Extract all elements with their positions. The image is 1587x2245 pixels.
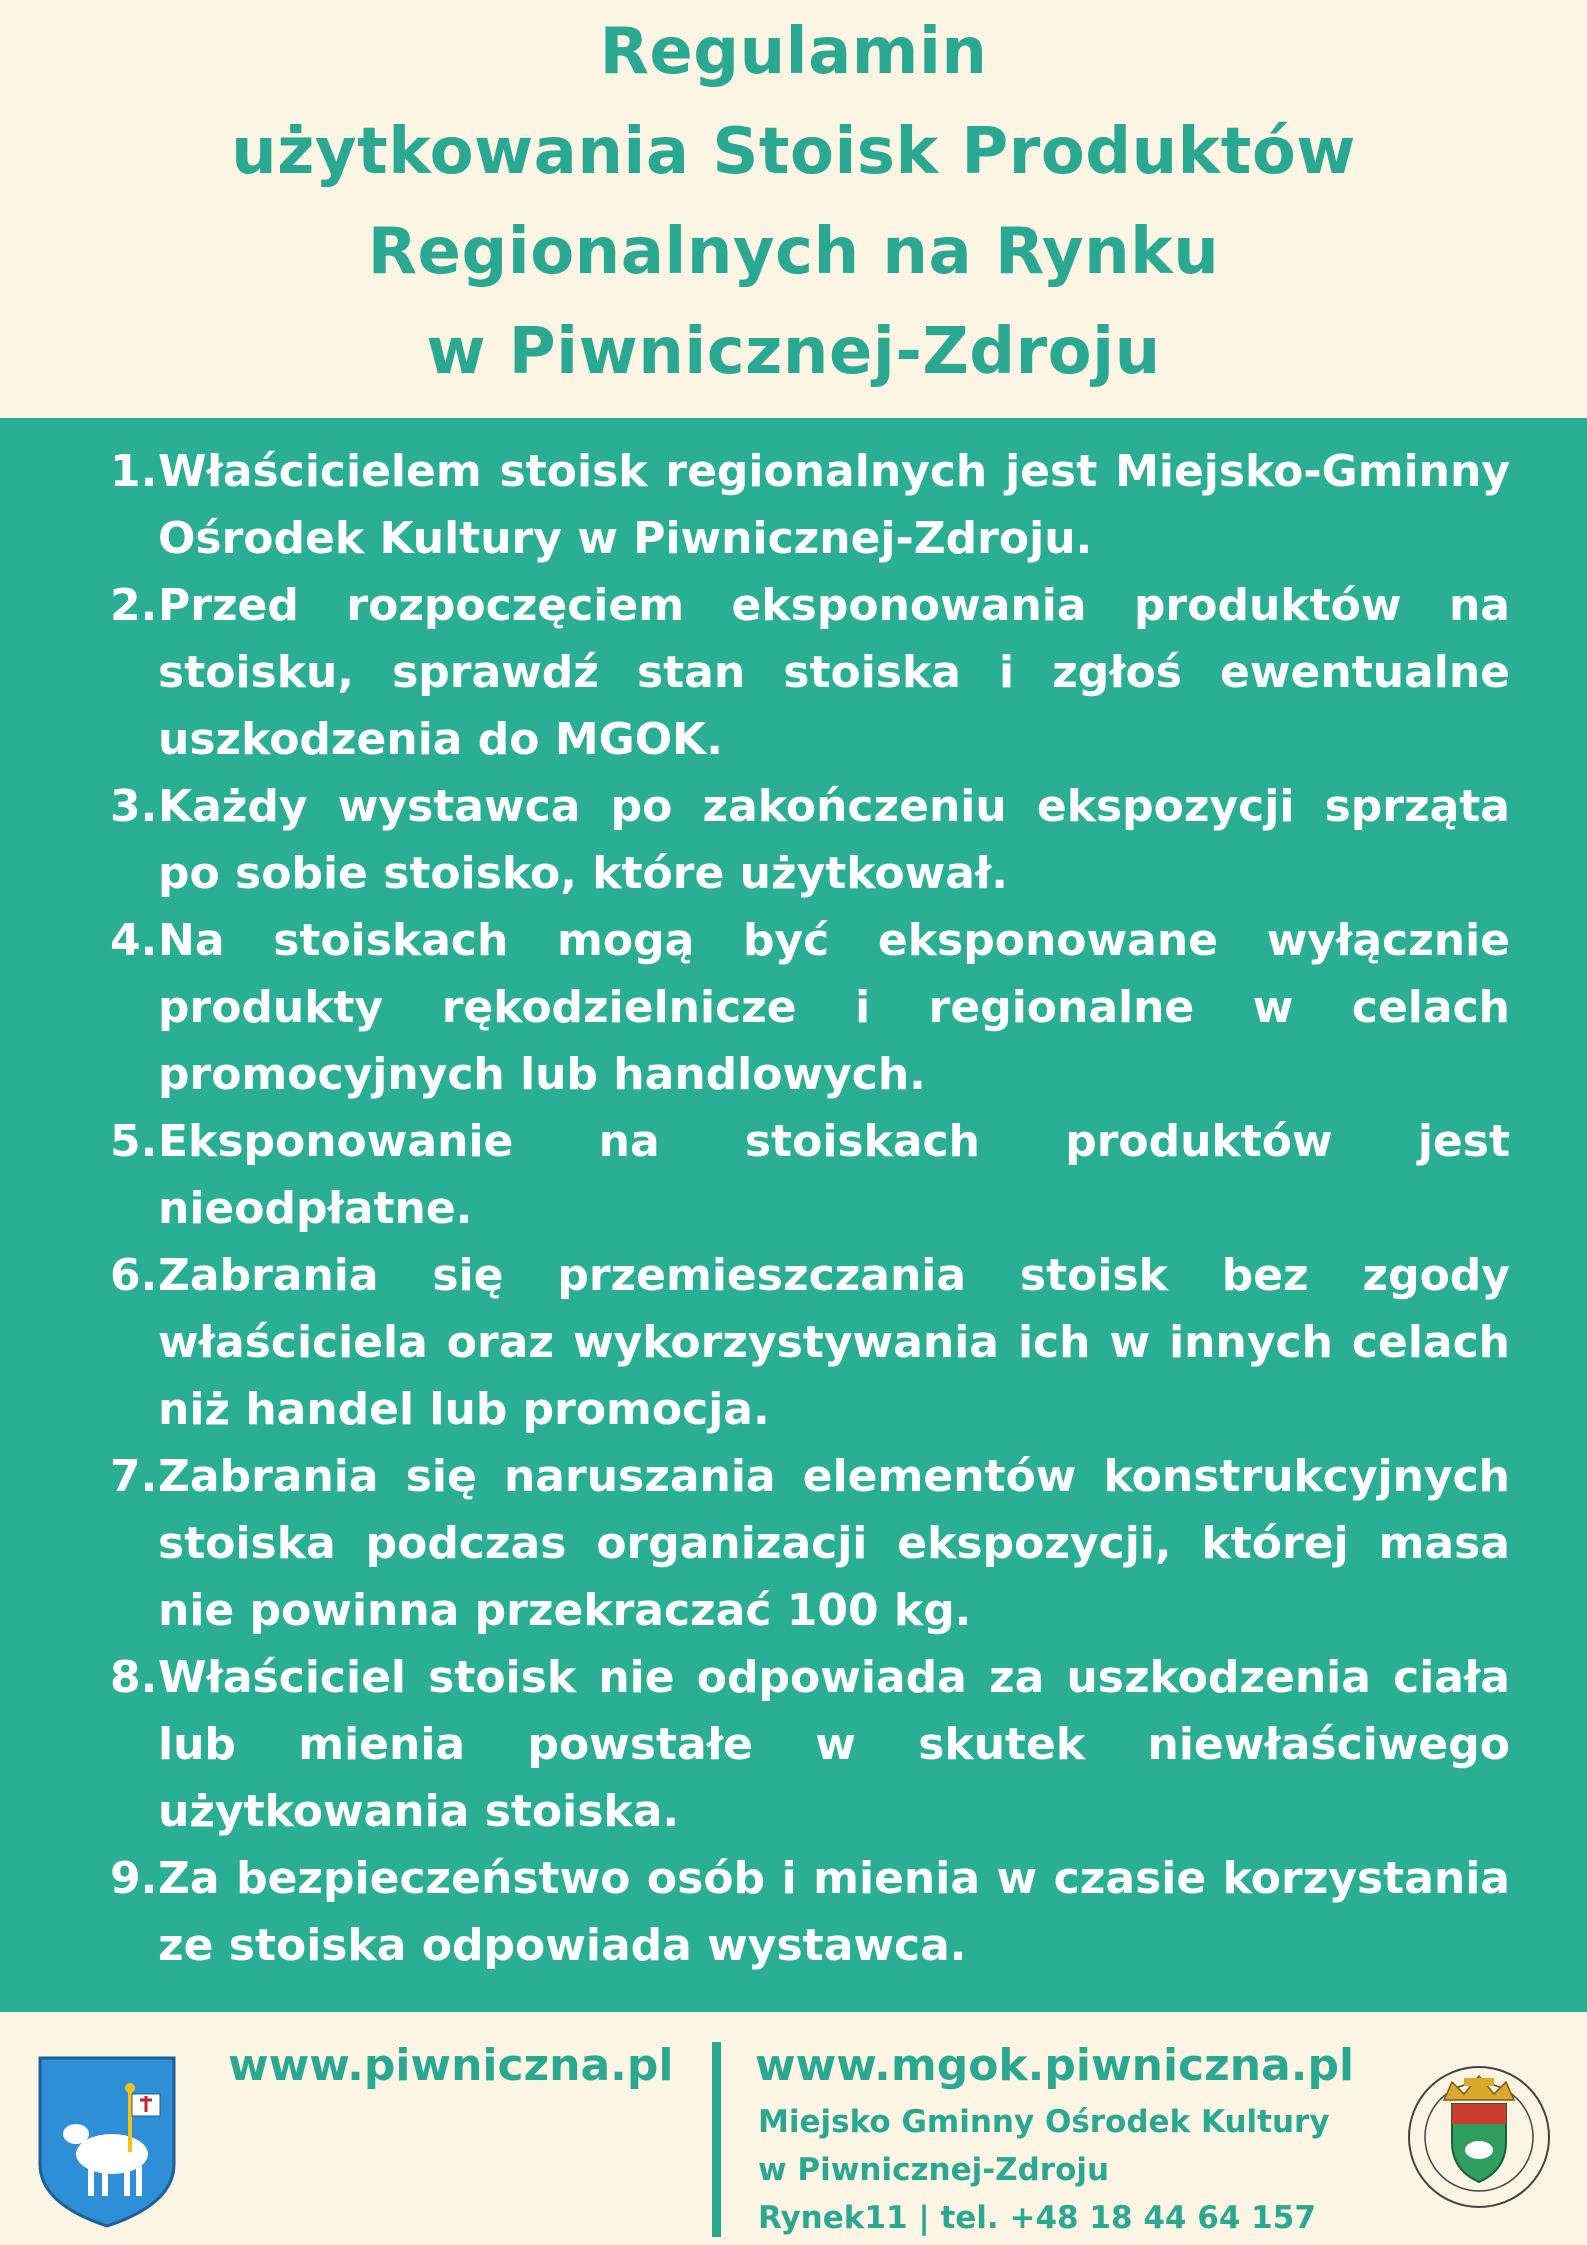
header bbox=[0, 0, 1587, 418]
rule-item bbox=[110, 1108, 1510, 1242]
title-line-4: w Piwnicznej-Zdroju bbox=[426, 315, 1161, 389]
rule-item bbox=[110, 907, 1510, 1108]
rule-number: 7. bbox=[110, 1451, 158, 1502]
rule-item bbox=[110, 1644, 1510, 1845]
rule-item bbox=[110, 1845, 1510, 1979]
rule-text: Każdy wystawca po zakończeniu ekspozycji sprząta po sobie stoisko, które użytkował. bbox=[158, 781, 1510, 899]
rule-text: Eksponowanie na stoiskach produktów jest nieodpłatne. bbox=[158, 1116, 1510, 1234]
rule-number: 8. bbox=[110, 1652, 158, 1703]
rule-item bbox=[110, 572, 1510, 773]
rule-number: 2. bbox=[110, 580, 158, 631]
rule-number: 3. bbox=[110, 781, 158, 832]
rule-text: Zabrania się naruszania elementów konstrukcyjnych stoiska podczas organizacji ekspozycji, której masa nie powinna przekraczać 100 kg. bbox=[158, 1451, 1510, 1636]
rule-number: 6. bbox=[110, 1250, 158, 1301]
mgok-link[interactable]: www.mgok.piwniczna.pl bbox=[755, 2040, 1355, 2091]
rule-text: Na stoiskach mogą być eksponowane wyłącznie produkty rękodzielnicze i regionalne w celach promocyjnych lub handlowych. bbox=[158, 915, 1510, 1100]
mgok-seal-icon bbox=[1404, 2042, 1554, 2222]
rule-text: Przed rozpoczęciem eksponowania produktów na stoisku, sprawdź stan stoiska i zgłoś ewentualne uszkodzenia do MGOK. bbox=[158, 580, 1510, 765]
rule-item bbox=[110, 438, 1510, 572]
title-line-2: użytkowania Stoisk Produktów bbox=[231, 115, 1356, 189]
footer bbox=[0, 2012, 1587, 2245]
address-phone: Rynek11 | tel. +48 18 44 64 157 bbox=[758, 2200, 1316, 2236]
org-name-line-1: Miejsko Gminny Ośrodek Kultury bbox=[758, 2104, 1330, 2140]
rule-item bbox=[110, 1443, 1510, 1644]
rule-text: Za bezpieczeństwo osób i mienia w czasie korzystania ze stoiska odpowiada wystawca. bbox=[158, 1853, 1510, 1971]
municipality-link[interactable]: www.piwniczna.pl bbox=[228, 2040, 674, 2091]
rules-list bbox=[110, 438, 1510, 1979]
rule-item bbox=[110, 1242, 1510, 1443]
title-line-3: Regionalnych na Rynku bbox=[367, 215, 1220, 289]
rule-number: 1. bbox=[110, 446, 158, 497]
rule-number: 9. bbox=[110, 1853, 158, 1904]
page-title bbox=[0, 0, 1587, 402]
rules-panel bbox=[0, 418, 1587, 2012]
rule-number: 4. bbox=[110, 915, 158, 966]
rule-text: Zabrania się przemieszczania stoisk bez zgody właściciela oraz wykorzystywania ich w innych celach niż handel lub promocja. bbox=[158, 1250, 1510, 1435]
rule-text: Właścicielem stoisk regionalnych jest Miejsko-Gminny Ośrodek Kultury w Piwnicznej-Zdroju. bbox=[158, 446, 1510, 564]
footer-divider bbox=[712, 2042, 721, 2237]
title-line-1: Regulamin bbox=[599, 15, 988, 89]
org-name-line-2: w Piwnicznej-Zdroju bbox=[758, 2152, 1110, 2188]
rule-number: 5. bbox=[110, 1116, 158, 1167]
rule-text: Właściciel stoisk nie odpowiada za uszkodzenia ciała lub mienia powstałe w skutek niewłaściwego użytkowania stoiska. bbox=[158, 1652, 1510, 1837]
rule-item bbox=[110, 773, 1510, 907]
coat-of-arms-lamb-icon bbox=[36, 2054, 178, 2229]
